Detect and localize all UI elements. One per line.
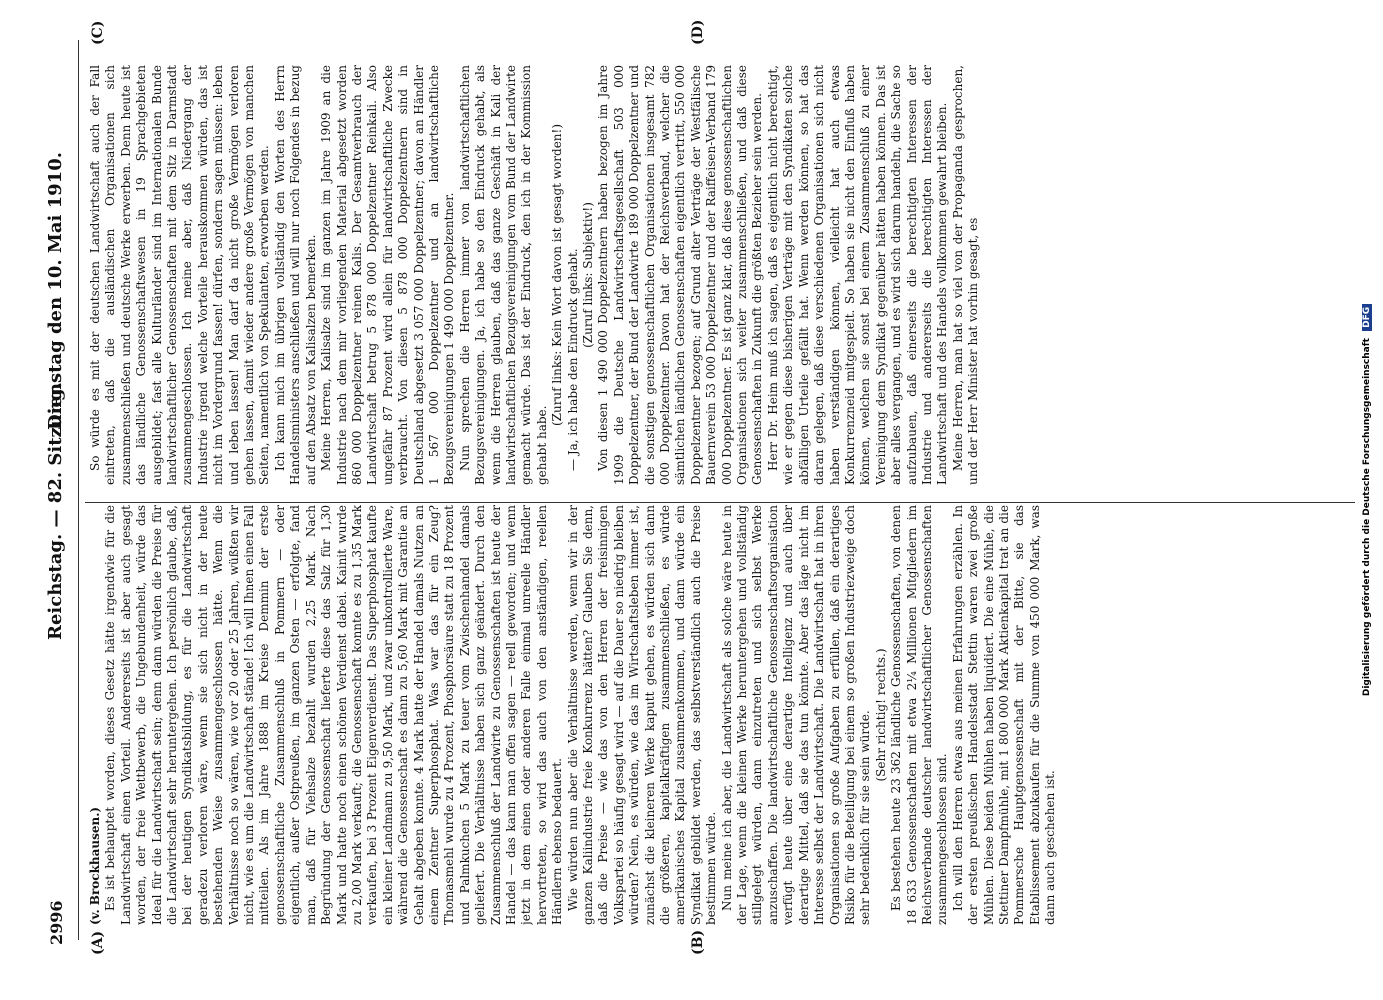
left-running-head: Reichstag. — 82. Sitzung. xyxy=(45,382,66,640)
margin-marker-d: (D) xyxy=(690,19,706,45)
left-text-column xyxy=(88,505,1348,925)
margin-marker-a: (A) xyxy=(90,930,106,955)
digitization-credit xyxy=(1362,0,1372,1000)
credit-text: Digitalisierung gefördert durch die Deutsche Forschungsgemeinschaft xyxy=(1362,338,1372,697)
margin-marker-b: (B) xyxy=(690,929,706,955)
paragraph: Herr Dr. Heim muß ich sagen, daß es eigentlich nicht berechtigt, wie er gegen diese bisherigen Verträge mit den Syndikaten solche abfälligen Urteile gefällt hat. Wenn werden können, so hat das daran gelegen, daß diese verschiedenen Organisationen sich nicht haben verständigen können, vielleicht hat auch etwas Konkurrenzneid mitgespielt. So haben sie nicht den Einfluß haben können, welchen sie sonst bei einem Zusammenschluß zu einer Vereinigung dem Syndikat gegenüber hätten haben können. Das ist aber alles vergangen, und es wird sich darum handeln, die Sache so aufzubauen, daß einerseits die berechtigten Interessen der Industrie und andererseits die berechtigten Interessen der Landwirtschaft und des Handels vollkommen gewahrt bleiben. xyxy=(765,65,950,485)
paragraph: Wie würden nun aber die Verhältnisse werden, wenn wir in der ganzen Kaliindustrie freie Konkurrenz hätten? Glauben Sie denn, daß die Preise — wie das von den Herren der freisinnigen Volkspartei so häufig gesagt wird — auf die Dauer so niedrig bleiben würden? Nein, es würden, wie das im Wirtschaftsleben immer ist, zunächst die kleineren Werke kaputt gehen, es würden sich dann die größeren, kapitalkräftigen zusammenschließen, es würde amerikanisches Kapital zusammenkommen, und dann würde ein Syndikat gebildet werden, das selbstverständlich auch die Preise bestimmen würde. xyxy=(565,505,719,925)
paragraph: Nun sprechen die Herren immer von landwirtschaftlichen Bezugsvereinigungen. Ja, ich habe so den Eindruck gehabt, als wenn die Herren glauben, daß das ganze Geschäft in Kali der landwirtschaftlichen Bezugsvereinigungen vom Bund der Landwirte gemacht würde. Das ist der Eindruck, den ich in der Kommission gehabt habe. xyxy=(457,65,549,485)
paragraph: So würde es mit der deutschen Landwirtschaft auch der Fall eintreten, daß die ausländischen Organisationen sich zusammenschließen und deutsche Werke erwerben. Denn heute ist das ländliche Genossenschaftswesen in 19 Sprachgebieten ausgebildet; fast alle Kulturländer sind im Internationalen Bunde landwirtschaftlicher Genossenschaften mit dem Sitz in Darmstadt zusammengeschlossen. Ich meine aber, daß Niedergang der Industrie irgend welche Vorteile herauskommen würden, das ist nicht im Vordergrund fassen! dürfen, sondern sagen müssen: leben und leben lassen! Man darf da nicht große Vermögen verloren gehen lassen, damit wieder andere große Vermögen von manchen Seiten, namentlich von Spekulanten, erworben werden. xyxy=(88,65,272,485)
right-running-head: Dienstag den 10. Mai 1910. xyxy=(45,152,66,430)
paragraph: Nun meine ich aber, die Landwirtschaft als solche wäre heute in der Lage, wenn die kleinen Werke heruntergehen und vollständig stillgelegt würden, dann einzutreten und sich selbst Werke anzuschaffen. Die landwirtschaftliche Genossenschaftsorganisation verfügt heute über eine derartige Intelligenz und auch über derartige Mittel, daß sie das tun könnte. Aber das läge nicht im Interesse selbst der Landwirtschaft. Die Landwirtschaft hat in ihren Organisationen so große Aufgaben zu erfüllen, daß ein derartiges Risiko für die Beteiligung bei einem so großen Industriezweige doch sehr bedenklich für sie sein würde. xyxy=(719,505,873,925)
running-header xyxy=(45,0,75,1000)
paragraph: Es ist behauptet worden, dieses Gesetz hätte irgendwie für die Landwirtschaft einen Vorteil. Andererseits ist aber auch gesagt worden, der freie Wettbewerb, die Ungebundenheit, würde das Ideal für die Landwirtschaft sein; denn dann würden die Preise für die Landwirtschaft sehr heruntergehen. Ich persönlich glaube, daß, bei der heutigen Syndikatsbildung, es für die Landwirtschaft geradezu verloren wäre, wenn sie sich nicht in der heute bestehenden Weise zusammengeschlossen hätte. Wenn die Verhältnisse noch so wären, wie vor 20 oder 25 Jahren, wüßten wir nicht, wie es um die Landwirtschaft stände! Ich will Ihnen einen Fall mitteilen. Als im Jahre 1888 im Kreise Demmin der erste genossenschaftliche Zusammenschluß in Pommern — oder eigentlich, außer Ostpreußen, im ganzen Osten — erfolgte, fand man, daß für Viehsalze bezahlt wurden 2,25 Mark. Nach Begründung der Genossenschaft lieferte diese das Salz für 1,30 Mark und hatte noch einen schönen Verdienst dabei. Kainit wurde zu 2,00 Mark verkauft; die Genossenschaft konnte es zu 1,35 Mark verkaufen, bei 3 Prozent Eigenverdienst. Das Superphosphat kaufte ein kleiner Landmann zu 9,50 Mark, und zwar unkontrollierte Ware, während die Genossenschaft es dann zu 5,60 Mark mit Garantie an Gehalt abgeben konnte. 4 Mark hatte der Handel damals Nutzen an einem Zentner Superphosphat. Was war das für ein Zeug? Thomasmehl wurde zu 4 Prozent, Phosphorsäure statt zu 18 Prozent und Palmkuchen 5 Mark zu teuer vom Zwischenhandel damals geliefert. Die Verhältnisse haben sich ganz geändert. Durch den Zusammenschluß der Landwirte zu Genossenschaften ist heute der Handel — das kann man offen sagen — reell geworden; und wenn jetzt in dem einen oder anderen Falle einmal unreelle Händler hervortreten, so wird das auch von den anständigen, reellen Händlern ebenso bedauert. xyxy=(103,505,565,925)
margin-marker-c: (C) xyxy=(90,20,106,45)
header-rule xyxy=(78,40,79,940)
paragraph: Ich will den Herren etwas aus meinen Erfahrungen erzählen. In der ersten preußischen Handelsstadt Stettin waren zwei große Mühlen. Diese beiden Mühlen haben liquidiert. Die eine Mühle, die Stettiner Dampfmühle, mit 1 800 000 Mark Aktienkapital trat an die Pommersche Hauptgenossenschaft mit der Bitte, sie das Etablissement abzukaufen für die Summe von 450 000 Mark, was dann auch geschehen ist. xyxy=(950,505,1058,925)
paragraph: Meine Herren, man hat so viel von der Propaganda gesprochen, und der Herr Minister hat vorhin gesagt, es xyxy=(950,65,981,485)
interjection: (Zuruf links: Subjektiv!) xyxy=(581,202,595,348)
paragraph: Es bestehen heute 23 362 ländliche Genossenschaften, von denen 18 633 Genossenschaften mit etwa 2¼ Millionen Mitgliedern im Reichsverbande deutscher landwirtschaftlicher Genossenschaften zusammengeschlossen sind. xyxy=(889,505,950,925)
speaker-label: (v. Brockhausen.) xyxy=(88,806,102,925)
column-divider xyxy=(85,502,1355,503)
right-text-column xyxy=(88,65,1348,485)
paragraph: — Ja, ich habe den Eindruck gehabt. xyxy=(565,248,580,471)
page-number: 2996 xyxy=(47,900,66,945)
dfg-logo: DFG xyxy=(1362,304,1372,331)
interjection: (Sehr richtig! rechts.) xyxy=(873,648,888,782)
paragraph: Meine Herren, Kalisalze sind im ganzen im Jahre 1909 an die Industrie nach dem mir vorliegenden Material abgesetzt worden 860 000 Doppelzentner reinen Kalis. Der Gesamtverbrauch der Landwirtschaft betrug 5 878 000 Doppelzentner Reinkali. Also ungefähr 87 Prozent wird allein für landwirtschaftliche Zwecke verbraucht. Von diesen 5 878 000 Doppelzentnern sind in Deutschland abgesetzt 3 057 000 Doppelzentner; davon an Händler 1 567 000 Doppelzentner und an landwirtschaftliche Bezugsvereinigungen 1 490 000 Doppelzentner. xyxy=(319,65,457,485)
interjection: (Zuruf links: Kein Wort davon ist gesagt worden!) xyxy=(550,123,565,427)
paragraph: Von diesen 1 490 000 Doppelzentnern haben bezogen im Jahre 1909 die Deutsche Landwirtschaftsgesellschaft 503 000 Doppelzentner, der Bund der Landwirte 189 000 Doppelzentner und die sonstigen genossenschaftlichen Organisationen insgesamt 782 000 Doppelzentner. Davon hat der Reichsverband, welcher die sämtlichen ländlichen Genossenschaften eigentlich vertritt, 550 000 Doppelzentner bezogen; auf Grund alter Verträge der Westfälische Bauernverein 53 000 Doppelzentner und der Raiffeisen-Verband 179 000 Doppelzentner. Es ist ganz klar, daß diese genossenschaftlichen Organisationen sich weiter zusammenschließen, und daß diese Genossenschaften in Zukunft die größten Bezieher sein werden. xyxy=(596,65,765,485)
paragraph: Ich kann mich im übrigen vollständig den Worten des Herrn Handelsministers anschließen und will nur noch Folgendes in bezug auf den Absatz von Kalisalzen bemerken. xyxy=(272,65,318,485)
